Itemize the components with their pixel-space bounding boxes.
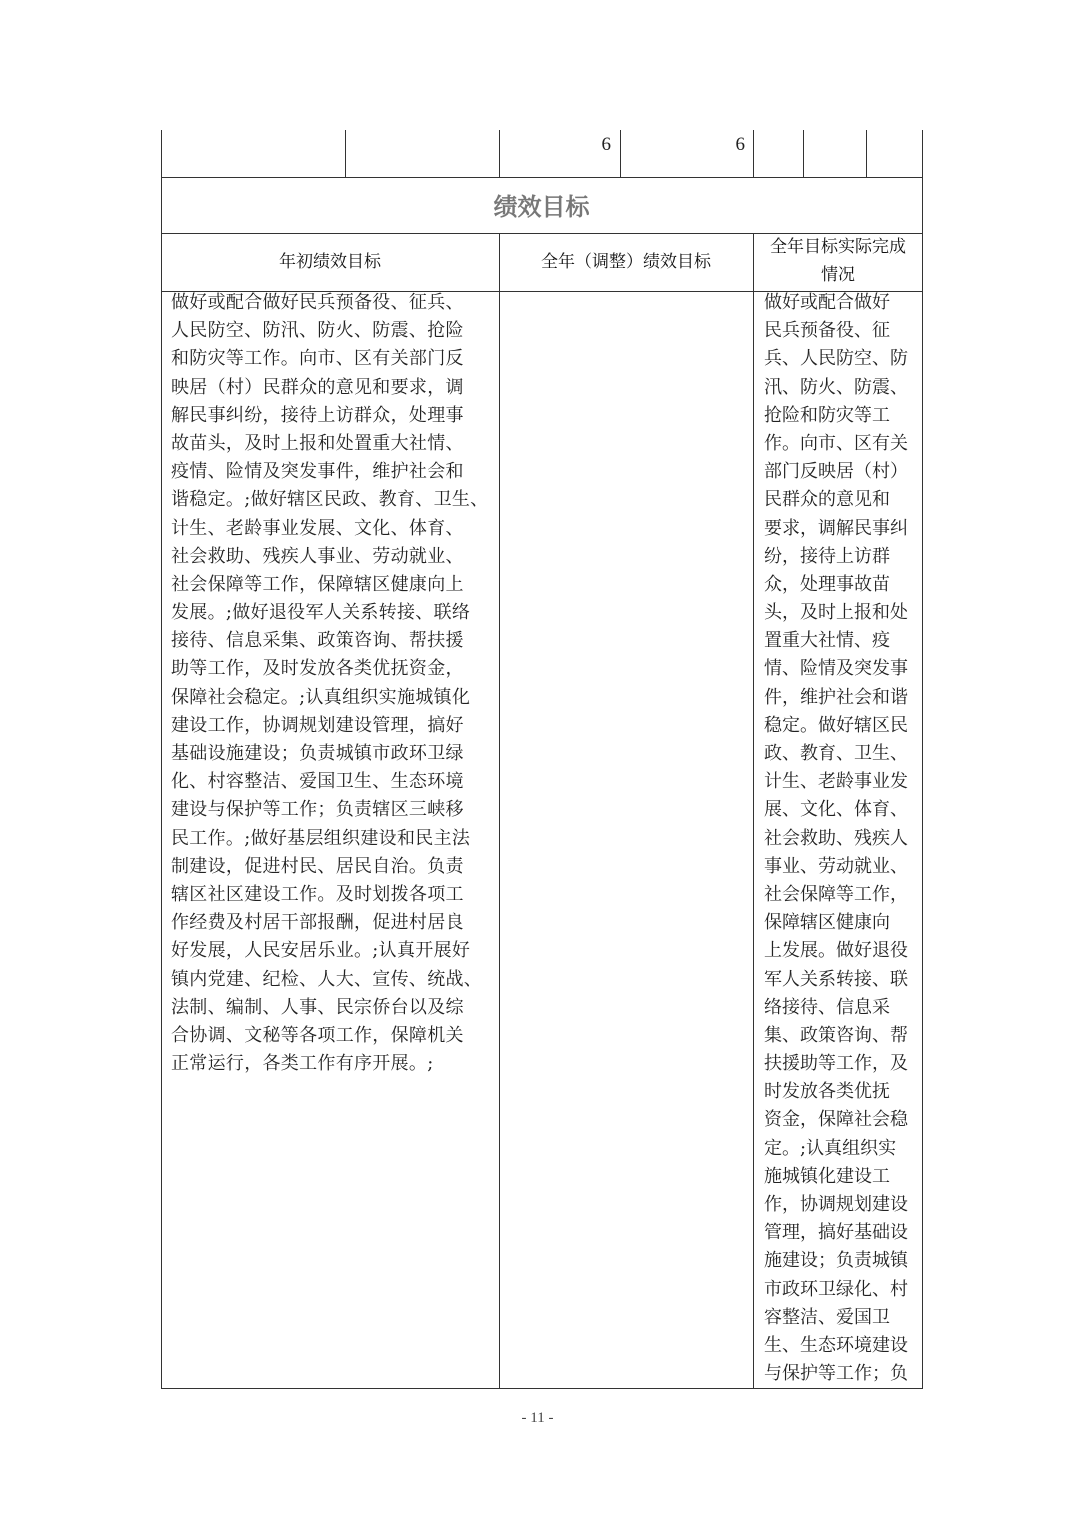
section-title: 绩效目标 xyxy=(493,193,590,221)
text-line: 情、险情及突发事 xyxy=(764,658,908,680)
col-divider xyxy=(345,130,346,177)
text-line: 稳定。做好辖区民 xyxy=(764,714,908,736)
text-line: 众，处理事故苗 xyxy=(764,573,890,595)
table-left-border xyxy=(161,130,162,1389)
text-line: 作，协调规划建设 xyxy=(764,1194,908,1215)
text-line: 建设与保护等工作；负责辖区三峡移 xyxy=(171,799,464,821)
header-initial-goal: 年初绩效目标 xyxy=(279,252,381,272)
col-divider xyxy=(499,233,500,1389)
text-line: 发展。;做好退役军人关系转接、联络 xyxy=(171,602,471,624)
col-divider xyxy=(866,130,867,177)
page-number: - 11 - xyxy=(521,1410,554,1426)
text-line: 事业、劳动就业、 xyxy=(764,855,908,877)
text-line: 施城镇化建设工 xyxy=(764,1165,890,1187)
text-line: 保障社会稳定。;认真组织实施城镇化 xyxy=(171,686,471,708)
text-line: 映居（村）民群众的意见和要求，调 xyxy=(171,376,464,398)
text-line: 作经费及村居干部报酬，促进村居良 xyxy=(171,912,464,934)
text-line: 人民防空、防汛、防火、防震、抢险 xyxy=(171,320,464,342)
text-line: 助等工作，及时发放各类优抚资金， xyxy=(171,658,464,680)
text-line: 计生、老龄事业发 xyxy=(764,771,908,793)
col-divider xyxy=(753,233,754,1389)
text-line: 计生、老龄事业发展、文化、体育、 xyxy=(171,517,464,539)
top-row-value-a: 6 xyxy=(601,134,611,155)
text-line: 件，维护社会和谐 xyxy=(764,686,908,708)
text-line: 民兵预备役、征 xyxy=(764,320,890,342)
text-line: 基础设施建设；负责城镇市政环卫绿 xyxy=(171,743,464,764)
text-line: 上发展。做好退役 xyxy=(764,940,908,962)
text-line: 和防灾等工作。向市、区有关部门反 xyxy=(171,348,464,370)
text-line: 正常运行，各类工作有序开展。; xyxy=(171,1053,434,1075)
text-line: 做好或配合做好 xyxy=(764,292,890,313)
text-line: 化、村容整洁、爱国卫生、生态环境 xyxy=(171,771,464,793)
row-divider xyxy=(161,177,923,178)
text-line: 汛、防火、防震、 xyxy=(764,376,908,398)
text-line: 管理，搞好基础设 xyxy=(764,1222,908,1244)
text-line: 民群众的意见和 xyxy=(764,489,890,511)
text-line: 疫情、险情及突发事件，维护社会和 xyxy=(171,461,464,483)
text-line: 社会救助、残疾人 xyxy=(764,827,908,849)
initial-goal-text xyxy=(171,289,488,1078)
col-divider xyxy=(803,130,804,177)
text-line: 兵、人民防空、防 xyxy=(764,348,908,370)
text-line: 扶援助等工作，及 xyxy=(764,1053,908,1075)
text-line: 保障辖区健康向 xyxy=(764,912,890,934)
text-line: 部门反映居（村） xyxy=(764,461,908,483)
text-line: 好发展，人民安居乐业。;认真开展好 xyxy=(171,940,471,962)
actual-completion-text xyxy=(764,289,908,1388)
text-line: 纷，接待上访群 xyxy=(764,545,890,567)
text-line: 时发放各类优抚 xyxy=(764,1081,890,1103)
text-line: 建设工作，协调规划建设管理，搞好 xyxy=(171,714,464,736)
text-line: 解民事纠纷，接待上访群众，处理事 xyxy=(171,404,464,426)
text-line: 定。;认真组织实 xyxy=(764,1137,897,1159)
header-adjusted-goal: 全年（调整）绩效目标 xyxy=(541,252,711,272)
text-line: 头，及时上报和处 xyxy=(764,602,908,624)
table-right-border xyxy=(922,130,923,1389)
text-line: 法制、编制、人事、民宗侨台以及综 xyxy=(171,996,464,1018)
text-line: 故苗头，及时上报和处置重大社情、 xyxy=(171,432,464,454)
text-line: 络接待、信息采 xyxy=(764,996,890,1018)
text-line: 施建设；负责城镇 xyxy=(764,1250,908,1272)
text-line: 军人关系转接、联 xyxy=(764,968,908,990)
text-line: 与保护等工作；负 xyxy=(764,1363,908,1385)
text-line: 民工作。;做好基层组织建设和民主法 xyxy=(171,827,471,849)
top-row-value-b: 6 xyxy=(735,134,745,155)
text-line: 作。向市、区有关 xyxy=(764,432,908,454)
text-line: 置重大社情、疫 xyxy=(764,630,890,652)
text-line: 社会保障等工作，保障辖区健康向上 xyxy=(171,573,464,595)
text-line: 谐稳定。;做好辖区民政、教育、卫生、 xyxy=(171,489,489,511)
text-line: 抢险和防灾等工 xyxy=(764,404,890,426)
text-line: 市政环卫绿化、村 xyxy=(764,1278,908,1300)
text-line: 合协调、文秘等各项工作，保障机关 xyxy=(171,1024,464,1046)
text-line: 容整洁、爱国卫 xyxy=(764,1306,890,1328)
text-line: 制建设，促进村民、居民自治。负责 xyxy=(171,855,464,877)
header-actual-completion: 全年目标实际完成情况 xyxy=(770,237,906,285)
text-line: 社会保障等工作， xyxy=(764,883,908,905)
text-line: 资金，保障社会稳 xyxy=(764,1109,908,1131)
text-line: 生、生态环境建设 xyxy=(764,1334,908,1356)
text-line: 镇内党建、纪检、人大、宣传、统战、 xyxy=(171,968,483,990)
text-line: 要求，调解民事纠 xyxy=(764,517,908,539)
text-line: 接待、信息采集、政策咨询、帮扶援 xyxy=(171,630,464,652)
col-divider xyxy=(753,130,754,177)
text-line: 辖区社区建设工作。及时划拨各项工 xyxy=(171,883,464,905)
text-line: 展、文化、体育、 xyxy=(764,799,908,821)
text-line: 政、教育、卫生、 xyxy=(764,743,908,764)
text-line: 集、政策咨询、帮 xyxy=(764,1024,908,1046)
text-line: 社会救助、残疾人事业、劳动就业、 xyxy=(171,545,464,567)
text-line: 做好或配合做好民兵预备役、征兵、 xyxy=(171,292,464,313)
